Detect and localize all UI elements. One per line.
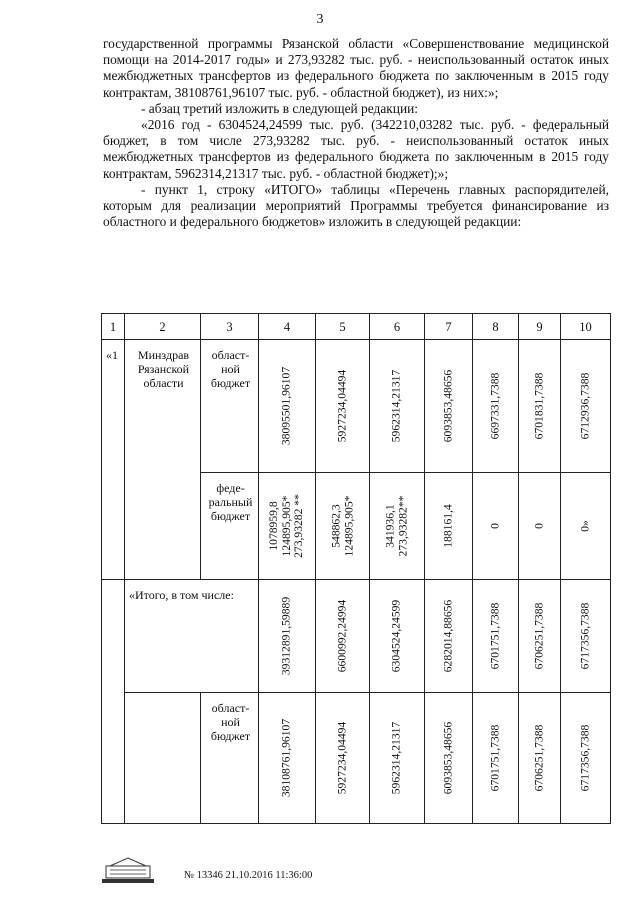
value-text: 6697331,7388 xyxy=(488,372,502,440)
value-cell xyxy=(561,580,611,693)
value-cell xyxy=(473,473,519,580)
total-label-cell: «Итого, в том числе: xyxy=(125,580,259,693)
value-cell xyxy=(370,473,425,580)
value-text: 6706251,7388 xyxy=(532,724,546,792)
empty-cell xyxy=(125,693,201,824)
paragraph-1: государственной программы Рязанской области «Совершенствование медицинской помощи на 2014-2017 годы» и 273,93282 тыс. руб. - неиспользованный остаток иных межбюджетных трансфертов из федерального бюджета по заключенным в 2015 году контрактам, 38108761,96107 тыс. руб. - областной бюджет), из них:»; xyxy=(103,36,609,100)
value-text: 6600992,24994 xyxy=(335,599,349,673)
value-text: 6304524,24599 xyxy=(389,599,403,673)
empty-index-cell xyxy=(102,580,125,824)
value-text: 38095501,96107 xyxy=(279,366,293,446)
value-text: 6712936,7388 xyxy=(578,372,592,440)
value-text: 341936,1 273,93282** xyxy=(383,495,409,557)
row-index-cell: «1 xyxy=(102,340,125,580)
source-cell-regional: област-ной бюджет xyxy=(201,340,259,473)
header-cell: 5 xyxy=(316,314,370,340)
value-text: 6282014,88656 xyxy=(441,599,455,673)
header-cell: 8 xyxy=(473,314,519,340)
value-text: 5962314,21317 xyxy=(389,721,403,795)
header-cell: 3 xyxy=(201,314,259,340)
value-cell xyxy=(370,580,425,693)
value-text: 6093853,48656 xyxy=(441,721,455,795)
header-cell: 1 xyxy=(102,314,125,340)
value-text: 38108761,96107 xyxy=(279,718,293,798)
value-cell xyxy=(259,473,316,580)
value-text: 1078959,8 124895,905* 273,93282 ** xyxy=(267,494,306,558)
registry-stamp-icon xyxy=(100,856,156,884)
header-cell: 9 xyxy=(519,314,561,340)
value-cell xyxy=(519,340,561,473)
value-text: 6093853,48656 xyxy=(441,369,455,443)
value-cell xyxy=(425,473,473,580)
value-text: 6701751,7388 xyxy=(488,602,502,670)
value-text: 6706251,7388 xyxy=(532,602,546,670)
value-text: 0» xyxy=(578,520,592,532)
body-text xyxy=(103,36,609,230)
value-cell xyxy=(425,580,473,693)
value-cell xyxy=(316,473,370,580)
value-cell xyxy=(561,340,611,473)
table-row-total xyxy=(102,580,611,693)
value-text: 548862,3 124895,905* xyxy=(328,495,355,557)
page-number: 3 xyxy=(316,12,324,27)
header-cell: 7 xyxy=(425,314,473,340)
value-cell xyxy=(519,580,561,693)
value-cell xyxy=(316,340,370,473)
org-name-cell: Минздрав Рязанской области xyxy=(125,340,201,580)
table-row-total-regional xyxy=(102,693,611,824)
value-text: 0 xyxy=(488,523,502,529)
paragraph-3: «2016 год - 6304524,24599 тыс. руб. (342210,03282 тыс. руб. - федеральный бюджет, в том числе 273,93282 тыс. руб. - неиспользованный остаток иных межбюджетных трансфертов из федерального бюджета по заключенным в 2015 году контрактам, 5962314,21317 тыс. руб. - областной бюджет);»; xyxy=(103,117,609,181)
value-cell xyxy=(259,340,316,473)
value-cell xyxy=(561,693,611,824)
value-text: 39312891,59889 xyxy=(279,596,293,676)
value-cell xyxy=(316,580,370,693)
registration-stamp-text: № 13346 21.10.2016 11:36:00 xyxy=(184,870,313,881)
value-cell xyxy=(519,473,561,580)
value-cell xyxy=(259,693,316,824)
budget-table xyxy=(101,313,611,824)
value-cell xyxy=(425,340,473,473)
value-text: 188161,4 xyxy=(441,504,455,548)
value-text: 6701751,7388 xyxy=(488,724,502,792)
paragraph-2: - абзац третий изложить в следующей редакции: xyxy=(141,100,419,116)
source-cell-federal: феде-ральный бюджет xyxy=(201,473,259,580)
value-cell xyxy=(316,693,370,824)
value-cell xyxy=(259,580,316,693)
value-text: 6717356,7388 xyxy=(578,602,592,670)
table-header-row xyxy=(102,314,611,340)
value-text: 5927234,04494 xyxy=(335,369,349,443)
header-cell: 6 xyxy=(370,314,425,340)
table-row-regional-minzdrav xyxy=(102,340,611,473)
value-cell xyxy=(473,693,519,824)
value-cell xyxy=(519,693,561,824)
value-text: 6701831,7388 xyxy=(532,372,546,440)
value-text: 6717356,7388 xyxy=(578,724,592,792)
value-cell xyxy=(370,693,425,824)
header-cell: 2 xyxy=(125,314,201,340)
value-cell xyxy=(561,473,611,580)
value-text: 0 xyxy=(532,523,546,529)
paragraph-4: - пункт 1, строку «ИТОГО» таблицы «Перечень главных распорядителей, которым для реализации мероприятий Программы требуется финансирование из областного и федерального бюджетов» изложить в следующей редакции: xyxy=(103,181,609,230)
value-cell xyxy=(473,340,519,473)
value-text: 5927234,04494 xyxy=(335,721,349,795)
value-cell xyxy=(425,693,473,824)
value-cell xyxy=(370,340,425,473)
header-cell: 10 xyxy=(561,314,611,340)
header-cell: 4 xyxy=(259,314,316,340)
source-cell-regional: област-ной бюджет xyxy=(201,693,259,824)
value-text: 5962314,21317 xyxy=(389,369,403,443)
value-cell xyxy=(473,580,519,693)
